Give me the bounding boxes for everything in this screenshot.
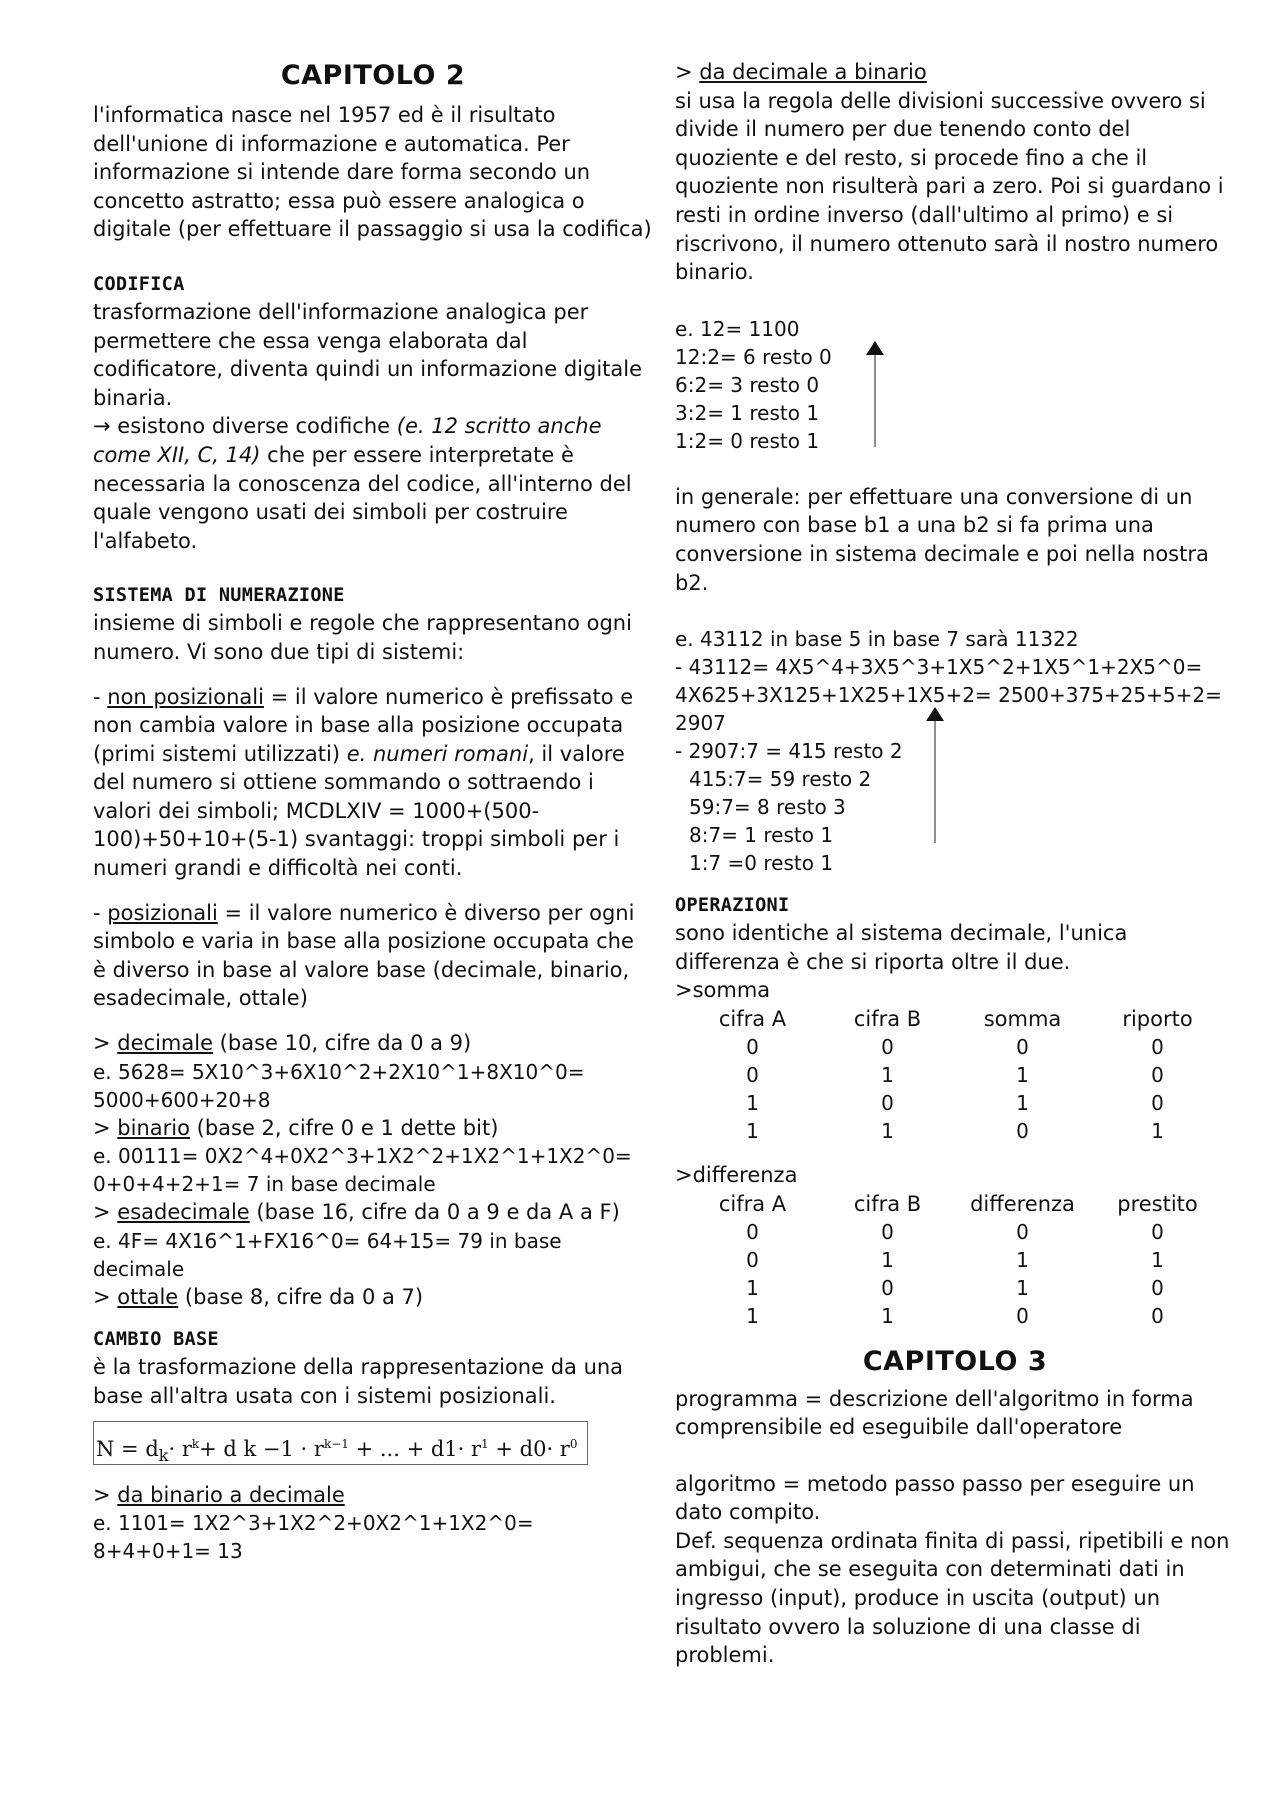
codifica-text: trasformazione dell'informazione analogica per permettere che essa venga elaborata dal codificatore, diventa quindi un informazione digitale binaria. [93, 299, 643, 410]
division-line: 1:7 =0 resto 1 [689, 851, 834, 876]
table-row: 1 0 1 0 [746, 1275, 1164, 1300]
table-row: 0 0 0 0 [746, 1034, 1164, 1059]
division-line: - 2907:7 = 415 resto 2 [675, 739, 903, 764]
chapter-3-title: CAPITOLO 3 [862, 1345, 1048, 1377]
example-line: 4X625+3X125+1X25+1X5+2= 2500+375+25+5+2= 2907 [675, 683, 1222, 736]
right-column [675, 0, 1235, 1670]
algoritmo-definition: algoritmo = metodo passo passo per eseguire un dato compito. [675, 1471, 1195, 1525]
ottale-line: > ottale (base 8, cifre da 0 a 7) [93, 1284, 424, 1309]
decimale-example: e. 5628= 5X10^3+6X10^2+2X10^1+8X10^0= 5000+600+20+8 [93, 1059, 585, 1112]
conversione-generale: in generale: per effettuare una conversione di un numero con base b1 a una b2 si fa prima una conversione in sistema decimale e poi nella nostra b2. [675, 484, 1209, 595]
column-header: riporto [1122, 1006, 1193, 1031]
division-line: 8:7= 1 resto 1 [689, 823, 834, 848]
division-line: 415:7= 59 resto 2 [689, 767, 872, 792]
posizionali-paragraph: - posizionali = il valore numerico è diverso per ogni simbolo e varia in base alla posizione occupata che è diverso in base al valore base (decimale, binario, esadecimale, ottale) [93, 900, 635, 1011]
example-line: 6:2= 3 resto 0 [675, 372, 820, 397]
chapter-2-title: CAPITOLO 2 [280, 60, 466, 91]
column-header: prestito [1117, 1191, 1198, 1216]
table-row: 0 0 0 0 [746, 1219, 1164, 1244]
table-row: 1 1 0 1 [746, 1118, 1164, 1143]
table-row: 0 1 1 0 [746, 1062, 1164, 1087]
decimale-line: > decimale (base 10, cifre da 0 a 9) [93, 1031, 472, 1056]
sistema-heading: SISTEMA DI NUMERAZIONE [93, 585, 345, 607]
column-header: differenza [970, 1191, 1075, 1216]
column-header: cifra A [718, 1191, 787, 1216]
non-posizionali-paragraph: - non posizionali = il valore numerico è prefissato e non cambia valore in base alla posizione occupata (primi sistemi utilizzati) e. numeri romani, il valore del numero si ottiene sommando o sottraendo i valori dei simboli; MCDLXIV = 1000+(500-100)+50+10+(5-1) svantaggi: troppi simboli per i numeri grandi e difficoltà nei conti. [93, 684, 634, 881]
left-column [93, 0, 653, 1565]
example-title: e. 43112 in base 5 in base 7 sarà 11322 [675, 627, 1079, 652]
binario-decimale-heading: > da binario a decimale [93, 1482, 345, 1507]
codifica-heading: CODIFICA [93, 273, 185, 295]
differenza-label: >differenza [675, 1162, 798, 1187]
table-row: 1 0 1 0 [746, 1090, 1164, 1115]
sistema-text: insieme di simboli e regole che rappresentano ogni numero. Vi sono due tipi di sistemi: [93, 611, 632, 664]
esadecimale-line: > esadecimale (base 16, cifre da 0 a 9 e da A a F) [93, 1200, 620, 1225]
column-header: cifra A [718, 1006, 787, 1031]
binario-line: > binario (base 2, cifre 0 e 1 dette bit) [93, 1115, 499, 1140]
base-conversion-example [675, 625, 1235, 877]
operazioni-text: sono identiche al sistema decimale, l'unica differenza è che si riporta oltre il due. [675, 921, 1128, 974]
example-line: 1:2= 0 resto 1 [675, 428, 820, 453]
algoritmo-formal-definition: Def. sequenza ordinata finita di passi, ripetibili e non ambigui, che se eseguita con determinati dati in ingresso (input), produce in uscita (output) un risultato ovvero la soluzione di una classe di problemi. [675, 1528, 1230, 1668]
example-line: e. 12= 1100 [675, 316, 800, 341]
example-line: 12:2= 6 resto 0 [675, 344, 832, 369]
intro-paragraph: l'informatica nasce nel 1957 ed è il risultato dell'unione di informazione e automatica. Per informazione si intende dare forma secondo un concetto astratto; essa può essere analogica o digitale (per effettuare il passaggio si usa la codifica) [93, 103, 652, 242]
esadecimale-example: e. 4F= 4X16^1+FX16^0= 64+15= 79 in base decimale [93, 1228, 562, 1281]
cambio-base-text: è la trasformazione della rappresentazione da una base all'altra usata con i sistemi posizionali. [93, 1355, 624, 1408]
table-row: 1 1 0 0 [746, 1303, 1164, 1328]
operazioni-heading: OPERAZIONI [675, 895, 790, 917]
binario-decimale-example: e. 1101= 1X2^3+1X2^2+0X2^1+1X2^0= 8+4+0+1= 13 [93, 1511, 534, 1564]
binario-example: e. 00111= 0X2^4+0X2^3+1X2^2+1X2^1+1X2^0= 0+0+4+2+1= 7 in base decimale [93, 1144, 632, 1197]
programma-definition: programma = descrizione dell'algoritmo in forma comprensibile ed eseguibile dall'operatore [675, 1386, 1194, 1440]
division-line: 59:7= 8 resto 3 [689, 795, 846, 820]
up-arrow-icon [923, 705, 947, 845]
decimale-binario-example [675, 315, 1235, 455]
column-header: somma [983, 1006, 1062, 1031]
table-row: 0 1 1 1 [746, 1247, 1164, 1272]
codifica-note: → esistono diverse codifiche (e. 12 scritto anche come XII, C, 14) che per essere interpretate è necessaria la conoscenza del codice, all'interno del quale vengono usati dei simboli per costruire l'alfabeto. [93, 414, 632, 553]
base-conversion-formula: $N = d_k\cdot r^k+ d$ $k -1 \cdot r^{k-1}$ + ... + $d1\cdot r^1 + d0\cdot r^0$ [93, 1421, 588, 1465]
column-header: cifra B [853, 1191, 922, 1216]
decimale-binario-text: si usa la regola delle divisioni successive ovvero si divide il numero per due tenendo conto del quoziente e del resto, si procede fino a che il quoziente non risulterà pari a zero. Poi si guardano i resti in ordine inverso (dall'ultimo al primo) e si riscrivono, il numero ottenuto sarà il nostro numero binario. [675, 88, 1224, 285]
example-line: 3:2= 1 resto 1 [675, 400, 820, 425]
column-header: cifra B [853, 1006, 922, 1031]
differenza-table [685, 1190, 1225, 1330]
somma-table [685, 1005, 1225, 1145]
up-arrow-icon [863, 339, 887, 449]
cambio-base-heading: CAMBIO BASE [93, 1329, 219, 1351]
decimale-binario-heading: > da decimale a binario [675, 60, 927, 84]
example-line: - 43112= 4X5^4+3X5^3+1X5^2+1X5^1+2X5^0= [675, 655, 1203, 680]
somma-label: >somma [675, 978, 771, 1003]
